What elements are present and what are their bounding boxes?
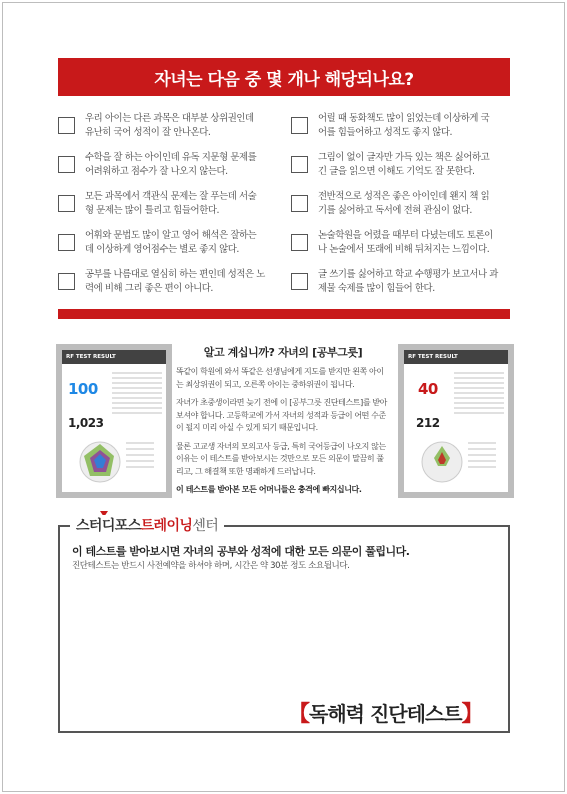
checklist-text: 전반적으로 성적은 좋은 아이인데 왠지 책 읽 기를 싫어하고 독서에 전혀 관심이 없다. xyxy=(318,191,490,216)
checklist-text: 우리 아이는 다른 과목은 대부분 상위권인데 유난히 국어 성적이 잘 안나온다. xyxy=(85,113,254,138)
checkbox[interactable] xyxy=(291,195,308,212)
article-paragraph: 자녀가 초중생이라면 늦기 전에 이 [공부그릇 진단테스트]를 받아보셔야 합니다. 고등학교에 가서 자녀의 성적과 등급이 어떤 수준이 될지 미리 아실 수 있게 되기 때문입니다. xyxy=(176,398,387,432)
checkbox[interactable] xyxy=(291,156,308,173)
report-score-2: 212 xyxy=(416,416,440,430)
radar-chart-icon xyxy=(412,436,500,488)
report-score-1: 40 xyxy=(418,380,438,398)
red-divider xyxy=(58,309,510,319)
checklist-item[interactable] xyxy=(58,268,277,299)
checklist-text: 논술학원을 어렸을 때부터 다녔는데도 토론이 나 논술에서 또래에 비해 뒤처지는 느낌이다. xyxy=(318,230,493,255)
checkbox[interactable] xyxy=(58,117,75,134)
report-score-2: 1,023 xyxy=(68,416,104,430)
checkbox[interactable] xyxy=(58,156,75,173)
article-title: 알고 계십니까? 자녀의 [공부그릇] xyxy=(203,346,363,359)
checklist xyxy=(58,112,510,299)
checklist-text: 모든 과목에서 객관식 문제는 잘 푸는데 서술 형 문제는 많이 틀리고 힘들어한다. xyxy=(85,191,257,216)
checklist-item[interactable] xyxy=(291,112,510,143)
report-score-1: 100 xyxy=(68,380,98,398)
checklist-item[interactable] xyxy=(58,229,277,260)
checklist-item[interactable] xyxy=(291,151,510,182)
report-lines xyxy=(112,372,162,417)
checkbox[interactable] xyxy=(291,273,308,290)
radar-chart-icon xyxy=(70,436,158,488)
report-header: RF TEST RESULT xyxy=(62,350,166,364)
checklist-text: 어휘와 문법도 많이 알고 영어 해석은 잘하는 데 이상하게 영어점수는 별로 좋지 않다. xyxy=(85,230,257,255)
article xyxy=(176,344,390,503)
checklist-item[interactable] xyxy=(58,112,277,143)
test-name-logo xyxy=(288,697,483,728)
checkbox[interactable] xyxy=(291,234,308,251)
checkbox[interactable] xyxy=(291,117,308,134)
checkbox[interactable] xyxy=(58,195,75,212)
info-title: 이 테스트를 받아보시면 자녀의 공부와 성적에 대한 모든 의문이 풀립니다. xyxy=(72,545,410,558)
report-thumbnail-right xyxy=(398,344,514,498)
checklist-item[interactable] xyxy=(291,229,510,260)
checklist-item[interactable] xyxy=(58,190,277,221)
bracket-left-icon: 【 xyxy=(288,702,310,727)
article-conclusion: 이 테스트를 받아본 모든 어머니들은 충격에 빠지십니다. xyxy=(176,485,362,494)
report-header: RF TEST RESULT xyxy=(404,350,508,364)
checkbox[interactable] xyxy=(58,273,75,290)
article-paragraph: 똑같이 학원에 와서 똑같은 선생님에게 지도를 받지만 왼쪽 아이는 최상위권이 되고, 오른쪽 아이는 중하위권이 됩니다. xyxy=(176,367,384,389)
page-title: 자녀는 다음 중 몇 개나 해당되나요? xyxy=(58,58,510,96)
info-text: 진단테스트는 반드시 사전예약을 하셔야 하며, 시간은 약 30분 정도 소요됩니다. xyxy=(72,561,350,571)
checklist-item[interactable] xyxy=(291,190,510,221)
bracket-right-icon: 】 xyxy=(461,702,483,727)
checklist-text: 공부를 나름대로 열심히 하는 편인데 성적은 노 력에 비해 그리 좋은 편이 아니다. xyxy=(85,269,265,294)
article-paragraph: 물론 고교생 자녀의 모의고사 등급, 특히 국어등급이 나오지 않는 이유는 이 테스트를 받아보시는 것만으로 모든 의문이 말끔히 풀리고, 그 해결책 또한 명쾌하게 드러납니다. xyxy=(176,441,386,476)
report-lines xyxy=(454,372,504,417)
test-name: 독해력 진단테스트 xyxy=(309,702,462,726)
checklist-text: 그림이 없이 글자만 가득 있는 책은 싫어하고 긴 글을 읽으면 이해도 기억도 잘 못한다. xyxy=(318,152,490,177)
checklist-text: 글 쓰기를 싫어하고 학교 수행평가 보고서나 과 제물 숙제를 많이 힘들어 한다. xyxy=(318,269,498,294)
checklist-item[interactable] xyxy=(58,151,277,182)
report-thumbnail-left xyxy=(56,344,172,498)
report-sheet xyxy=(62,350,166,492)
report-sheet xyxy=(404,350,508,492)
checkbox[interactable] xyxy=(58,234,75,251)
checklist-text: 수학을 잘 하는 아이인데 유독 지문형 문제를 어려워하고 점수가 잘 나오지 않는다. xyxy=(85,152,257,177)
checklist-text: 어릴 때 동화책도 많이 읽었는데 이상하게 국 어를 힘들어하고 성적도 좋지 않다. xyxy=(318,113,490,138)
checklist-item[interactable] xyxy=(291,268,510,299)
brand-logo: 스터디포스 트레이닝 센터 xyxy=(70,515,224,535)
